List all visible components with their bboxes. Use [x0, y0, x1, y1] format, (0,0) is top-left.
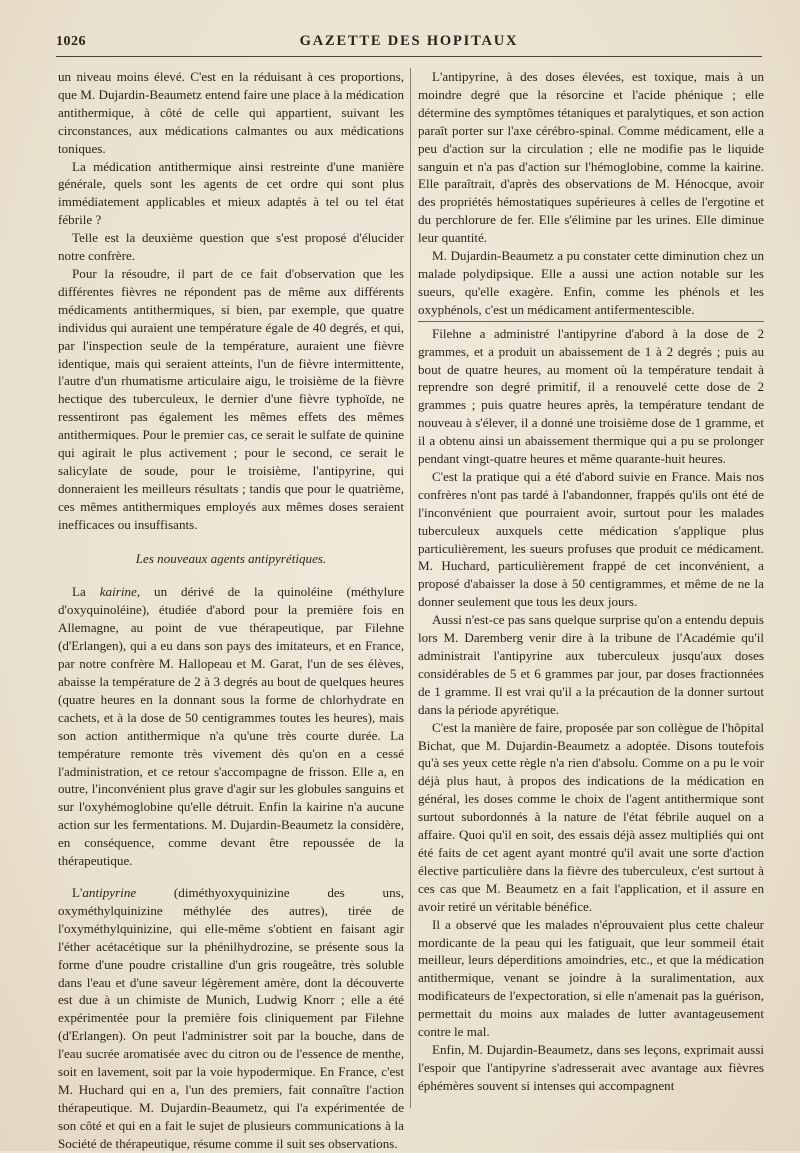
- paragraph: C'est la manière de faire, proposée par son collègue de l'hôpital Bichat, que M. Dujardin-Beaumetz a adoptée. Disons toutefois qu'à ses yeux cette règle n'a rien d'absolu. Comme on a pu le voir déjà plus haut, à propos des indications de la médication en général, les doses comme le choix de l'agent antithermique sont surtout subordonnés à la nature de l'état fébrile auquel on a affaire. Quoi qu'il en soit, des essais déjà assez multipliés qui ont été faits de cet agent ayant montré qu'il avait une sorte d'action élective particulière dans la fièvre des tuberculeux, c'est surtout à ces cas que M. Beaumetz en a fait l'application, et il assure en avoir retiré un véritable bénéfice.: [418, 719, 764, 914]
- paragraph: Enfin, M. Dujardin-Beaumetz, dans ses leçons, exprimait aussi l'espoir que l'antipyrine s'adresserait avec avantage aux fièvres éphémères souvent si intenses qui accompagnent: [418, 1041, 764, 1093]
- rule-divider: [418, 321, 764, 322]
- right-column: [418, 68, 764, 1128]
- journal-title: GAZETTE DES HOPITAUX: [299, 33, 519, 49]
- paragraph: Telle est la deuxième question que s'est proposé d'élucider notre confrère.: [58, 230, 404, 264]
- paragraph: un niveau moins élevé. C'est en la réduisant à ces proportions, que M. Dujardin-Beaumetz entend faire une place à la médication antithermique, à côté de celle qui appartient, suivant les circonstances, aux médications calmantes ou aux médications toniques.: [58, 69, 404, 156]
- emphasis: kairine: [99, 584, 137, 600]
- section-heading: Les nouveaux agents antipyrétiques.: [135, 550, 327, 566]
- paragraph: Pour la résoudre, il part de ce fait d'observation que les différentes fièvres ne répondent pas de même aux différents médicaments antithermiques, si bien, par exemple, que quatre individus qui auraient une température égale de 40 degrés, et qui, par l'inspection seule de la température, auraient une fièvre identique, mais qui seraient atteints, l'un de fièvre intermittente, l'autre d'un rhumatisme articulaire aigu, le troisième de la fièvre hectique des tuberculeux, le dernier d'une fièvre typhoïde, ne ressentiront pas également les mêmes effets des mêmes antithermiques. Pour le premier cas, ce serait le sulfate de quinine qui agirait le plus activement ; pour le second, ce serait le salicylate de soude, pour le troisième, l'antipyrine, qui donneraient les meilleurs résultats ; tandis que pour le quatrième, ces mêmes antithermiques employés aux mêmes doses seraient inefficaces ou insuffisants.: [58, 265, 404, 532]
- paragraph: Filehne a administré l'antipyrine d'abord à la dose de 2 grammes, et a produit un abaissement de 1 à 2 degrés ; puis au bout de quatre heures, au moment où la température tendait à reprendre son degré primitif, il a renouvelé cette dose de 2 grammes ; puis quatre heures après, la température tendant de nouveau à s'élever, il a donné une troisième dose de 1 gramme, et il a obtenu ainsi un abaissement thermique qui a pu se prolonger pendant vingt-quatre heures et même quarante-huit heures.: [418, 325, 764, 467]
- text-run: L': [72, 884, 83, 900]
- column-divider: [410, 68, 411, 1108]
- paragraph: Il a observé que les malades n'éprouvaient plus cette chaleur mordicante de la peau qui les fatiguait, que leur sommeil était meilleur, leurs déperditions amoindries, etc., et que la médication antithermique, venant se joindre à la suralimentation, aux modificateurs de l'expectoration, si elle n'amenait pas la guérison, permettait du moins aux malades de lutter avantageusement contre le mal.: [418, 916, 764, 1040]
- page-header: [56, 30, 762, 57]
- paragraph: La médication antithermique ainsi restreinte d'une manière générale, quels sont les agents de cet ordre qui sont plus immédiatement applicables et mieux adaptés à tel ou tel état fébrile ?: [58, 158, 404, 228]
- paragraph: [58, 583, 404, 870]
- paragraph: M. Dujardin-Beaumetz a pu constater cette diminution chez un malade polydipsique. Elle a aussi une action notable sur les sueurs, qu'elle exagère. Enfin, comme les phénols et les oxyphénols, c'est un médicament antifermentescible.: [418, 248, 764, 317]
- left-column: [58, 68, 405, 1151]
- paragraph: Aussi n'est-ce pas sans quelque surprise qu'on a entendu depuis lors M. Daremberg venir dire à la tribune de l'Académie qu'il administrait l'antipyrine aux tuberculeux jusqu'aux doses considérables de 5 et 6 grammes par jour, par doses fractionnées de 1 gramme. Il est vrai qu'il a la précaution de la donner surtout dans la période apyrétique.: [418, 612, 764, 717]
- text-run: (diméthyoxyquinizine des uns, oxyméthylquinizine méthylée des autres), tirée de l'oxyméthylquinizine, qui elle-même s'obtient en faisant agir l'éther acétacétique sur la phénilhydrozine, se présente sous la forme d'une poudre cristalline d'un gris rougeâtre, très soluble dans l'eau et d'une saveur légèrement amère, dont la découverte est due à un chimiste de Munich, Ludwig Knorr ; elle a été expérimentée pour la première fois cliniquement par Filehne (d'Erlangen). On peut l'administrer soit par la bouche, dans de l'eau sucrée aromatisée avec du citron ou de l'essence de menthe, soit en lavement, soit par la voie hypodermique. En France, c'est M. Huchard qui en a, l'un des premiers, fait connaître l'action thérapeutique. M. Dujardin-Beaumetz, qui l'a expérimentée de son côté et qui en a fait le sujet de plusieurs communications à la Société de thérapeutique, résume comme il suit ses observations.: [58, 884, 404, 1151]
- paragraph: L'antipyrine, à des doses élevées, est toxique, mais à un moindre degré que la résorcine et l'acide phénique ; elle détermine des symptômes tétaniques et paralytiques, et son action paraît porter sur l'axe cérébro-spinal. Comme médicament, elle a peu d'action sur la circulation ; elle ne modifie pas le liquide sanguin et n'a pas d'action sur l'hémoglobine, comme la kairine. Elle paraîtrait, d'après des observations de M. Hénocque, avoir des propriétés hémostatiques supérieures à celles de l'ergotine et du perchlorure de fer. Elle s'élimine par les urines. Elle diminue leur quantité.: [418, 69, 764, 246]
- paragraph: [58, 884, 404, 1153]
- emphasis: antipyrine: [82, 884, 137, 900]
- paragraph: C'est la pratique qui a été d'abord suivie en France. Mais nos confrères n'ont pas tardé à l'abandonner, frappés qu'ils ont été de l'inconvénient que pourraient avoir, surtout pour les malades tuberculeux auxquels cette médication s'applique plus particulièrement, les sueurs profuses que produit ce médicament. M. Huchard, particulièrement frappé de cet inconvénient, a proposé d'abaisser la dose à 50 centigrammes, et même de ne la donner seulement que tous les deux jours.: [418, 468, 764, 610]
- text-run: , un dérivé de la quinoléine (méthylure d'oxyquinoléine), étudiée d'abord pour la première fois en Allemagne, au point de vue thérapeutique, par Filehne (d'Erlangen), qui a eu dans son pays des imitateurs, et en France, par notre confrère M. Hallopeau et M. Garat, l'un de ses élèves, abaisse la température de 2 à 3 degrés au bout de quelques heures (quatre heures en la donnant sous la forme de chlorhydrate en cachets, et à la dose de 50 centigrammes toutes les heures), mais son action antithermique n'a qu'une très courte durée. La température remonte très vivement dès qu'on en a cessé l'administration, et ce retour s'accompagne de frisson. Elle a, en outre, l'inconvénient plus grave d'agir sur les globules sanguins et sur l'oxyhémoglobine qu'elle détruit. Enfin la kairine n'a aucune action sur les fermentations. M. Dujardin-Beaumetz la considère, en conséquence, comme devant être repoussée de la thérapeutique.: [58, 584, 405, 869]
- page-number: 1026: [56, 34, 86, 49]
- text-run: La: [72, 584, 100, 600]
